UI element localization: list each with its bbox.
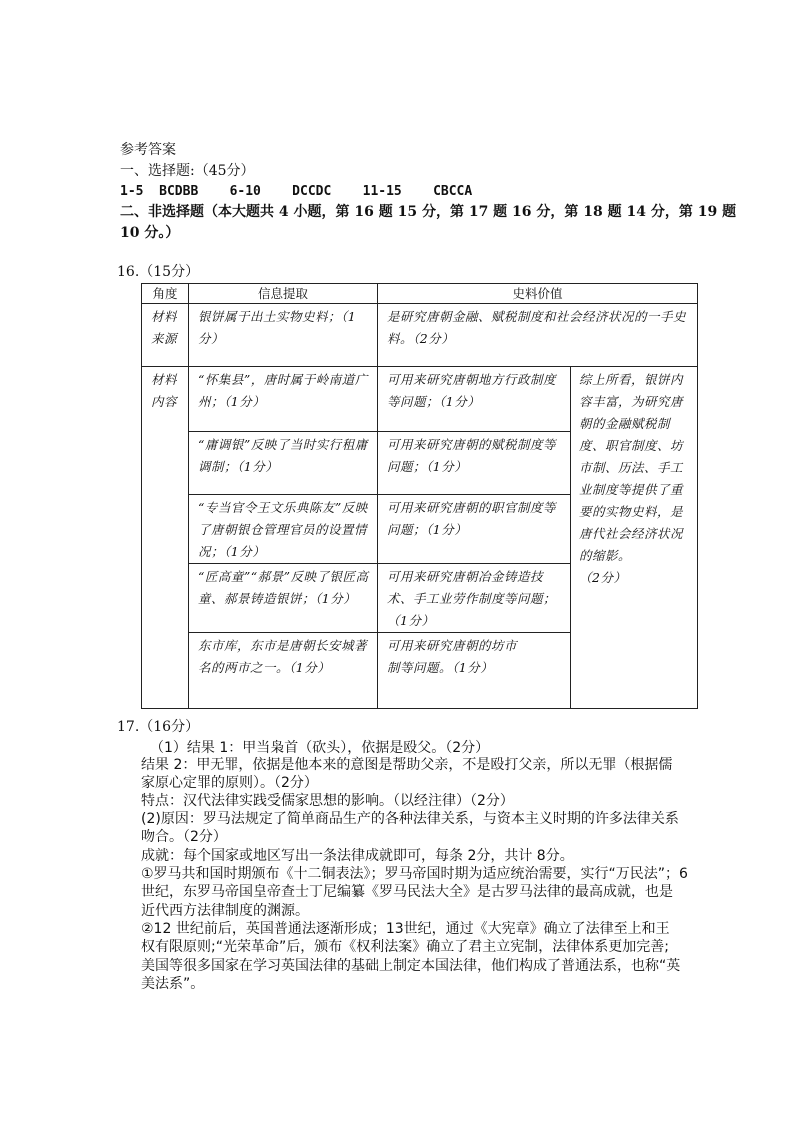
q17-line: ②12 世纪前后，英国普通法逐渐形成；13世纪，通过《大宪章》确立了法律至上和王: [141, 921, 670, 937]
q17-line: ①罗马共和国时期颁布《十二铜表法》；罗马帝国时期为适应统治需要，实行“万民法”；6: [141, 866, 688, 882]
value-cell: 可用来研究唐朝地方行政制度等问题；（1分）: [378, 367, 571, 432]
section-nonchoice-heading-cont: 10 分。）: [120, 225, 180, 241]
answer-title: 参考答案: [120, 142, 176, 158]
header-info: 信息提取: [189, 284, 378, 304]
q17-line: 美国等很多国家在学习英国法律的基础上制定本国法律，他们构成了普通法系，也称“英: [141, 958, 681, 974]
angle-source: 材料来源: [142, 304, 189, 367]
table-header-row: [142, 284, 698, 304]
q17-line: （1）结果 1：甲当枭首（砍头），依据是殴父。（2分）: [150, 740, 490, 756]
q16-answer-table: [141, 283, 698, 709]
value-cell: [378, 633, 571, 709]
q17-line: 世纪，东罗马帝国皇帝查士丁尼编纂《罗马民法大全》是古罗马法律的最高成就，也是: [141, 884, 673, 900]
value-line: 制等问题。（1分）: [387, 660, 494, 675]
header-value: 史料价值: [378, 284, 698, 304]
value-cell: 可用来研究唐朝的职官制度等问题；（1分）: [378, 495, 571, 564]
value-line: 可用来研究唐朝的坊市: [387, 638, 518, 653]
summary-score: （2分）: [579, 570, 627, 585]
q17-line: 权有限原则;“光荣革命”后，颁布《权利法案》确立了君主立宪制，法律体系更加完善;: [141, 939, 669, 955]
info-source: 银饼属于出土实物史料；（1分）: [189, 304, 378, 367]
info-cell: “匠高童”“郝景”反映了银匠高童、郝景铸造银饼；（1分）: [189, 564, 378, 633]
info-cell: “庸调银”反映了当时实行租庸调制；（1分）: [189, 432, 378, 495]
q17-line: 家原心定罪的原则）。（2分）: [141, 775, 318, 791]
value-cell: 可用来研究唐朝冶金铸造技术、手工业劳作制度等问题；（1分）: [378, 564, 571, 633]
info-cell: “专当官令王文乐典陈友”反映了唐朝银仓管理官员的设置情况；（1分）: [189, 495, 378, 564]
value-source: 是研究唐朝金融、赋税制度和社会经济状况的一手史料。（2分）: [378, 304, 698, 367]
choice-answers: 1-5 BCDBB 6-10 DCCDC 11-15 CBCCA: [120, 184, 473, 199]
q16-label: 16.（15分）: [117, 264, 200, 280]
table-row: [142, 304, 698, 367]
table-row: [142, 367, 698, 432]
header-angle: 角度: [142, 284, 189, 304]
q17-line: 吻合。（2分）: [141, 829, 227, 845]
section-nonchoice-heading: 二、非选择题（本大题共 4 小题，第 16 题 15 分，第 17 题 16 分，第 18 题 14 分，第 19 题: [120, 204, 737, 220]
q17-line: 美法系”。: [141, 976, 205, 992]
info-cell: 东市库，东市是唐朝长安城著名的两市之一。（1分）: [189, 633, 378, 709]
angle-content: 材料内容: [142, 367, 189, 709]
q17-line: 特点：汉代法律实践受儒家思想的影响。（以经注律）（2分）: [141, 793, 514, 809]
summary-text: 综上所看，银饼内容丰富，为研究唐朝的金融赋税制度、职官制度、坊市制、历法、手工业制度等提供了重要的实物史料，是唐代社会经济状况的缩影。: [579, 372, 684, 563]
q17-line: 成就：每个国家或地区写出一条法律成就即可，每条 2分，共计 8分。: [141, 848, 574, 864]
summary-cell: [571, 367, 698, 709]
q17-line: 结果 2：甲无罪，依据是他本来的意图是帮助父亲，不是殴打父亲，所以无罪（根据儒: [141, 757, 673, 773]
value-cell: 可用来研究唐朝的赋税制度等问题；（1分）: [378, 432, 571, 495]
q17-line: 近代西方法律制度的渊源。: [141, 903, 309, 919]
q17-label: 17.（16分）: [117, 719, 200, 735]
info-cell: “怀集县”，唐时属于岭南道广州；（1分）: [189, 367, 378, 432]
section-choice-heading: 一、选择题:（45分）: [120, 163, 255, 179]
q17-line: (2)原因：罗马法规定了简单商品生产的各种法律关系，与资本主义时期的许多法律关系: [141, 811, 679, 827]
